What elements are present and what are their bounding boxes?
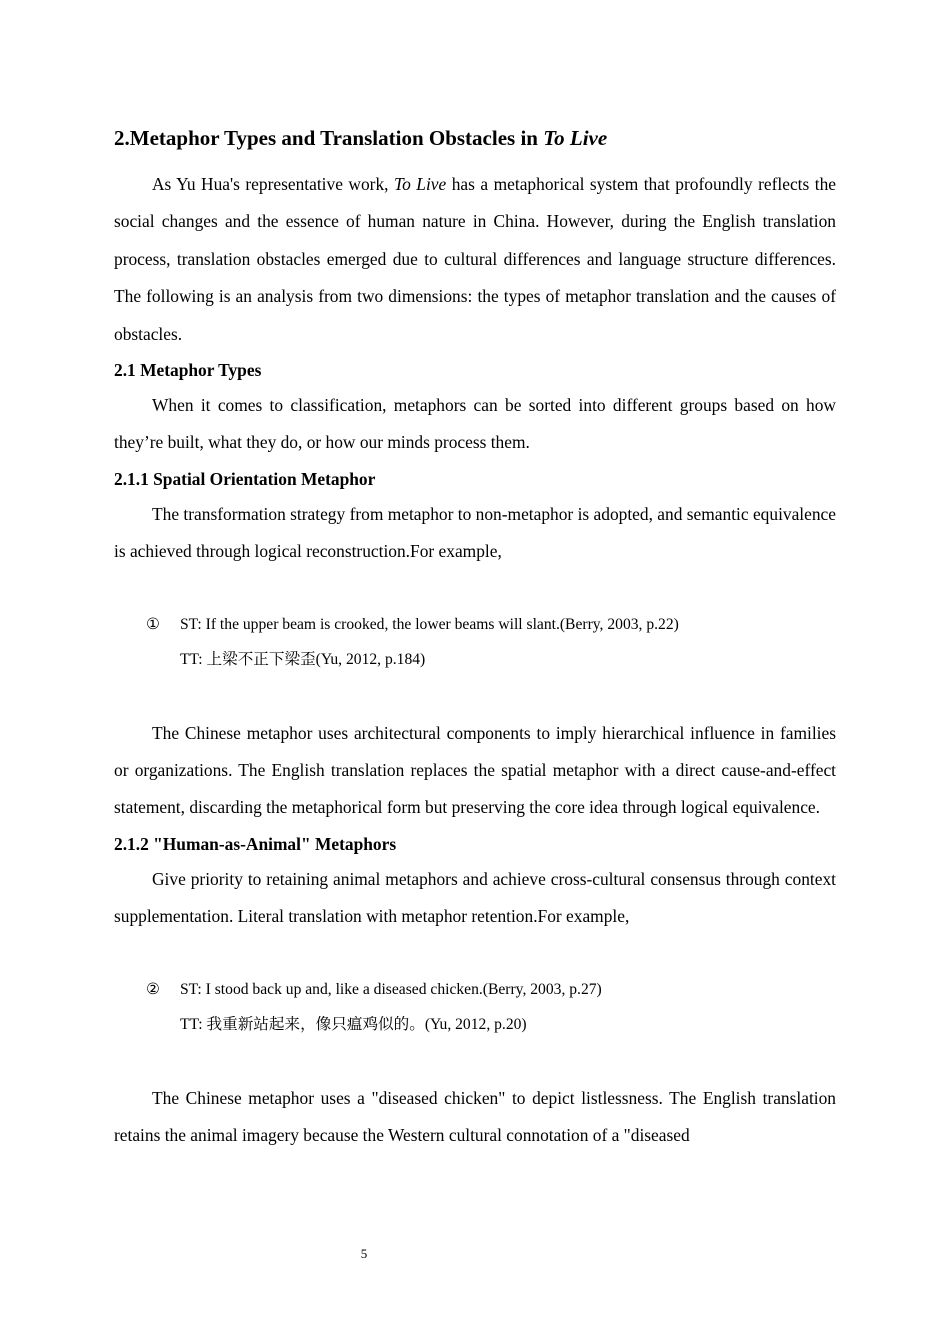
intro-paragraph — [114, 166, 836, 353]
paragraph-2-1: When it comes to classification, metaphors can be sorted into different groups based on how they’re built, what they do, or how our minds process them. — [114, 395, 836, 453]
example-2 — [114, 972, 836, 1042]
heading-text: 2.Metaphor Types and Translation Obstacles in — [114, 126, 544, 150]
intro-text-end: has a metaphorical system that profoundly reflects the social changes and the essence of human nature in China. However, during the English translation process, translation obstacles emerged due to cultural differences and language structure differences. The following is an analysis from two dimensions: the types of metaphor translation and the causes of obstacles. — [114, 174, 837, 344]
analysis-paragraph-2-1-2: The Chinese metaphor uses a "diseased chicken" to depict listlessness. The English translation retains the animal imagery because the Western cultural connotation of a "diseased — [114, 1087, 836, 1146]
analysis-paragraph-2-1-1: The Chinese metaphor uses architectural components to imply hierarchical influence in families or organizations. The English translation replaces the spatial metaphor with a direct cause-and-effect statement, discarding the metaphorical form but preserving the core idea through logical equivalence. — [114, 722, 836, 818]
example-target-text: TT: 我重新站起来，像只瘟鸡似的。(Yu, 2012, p.20) — [180, 1015, 527, 1033]
section-heading — [114, 122, 836, 154]
paragraph-2-1-1: The transformation strategy from metaphor to non-metaphor is adopted, and semantic equivalence is achieved through logical reconstruction.For example, — [114, 503, 836, 562]
subsection-heading-2-1: 2.1 Metaphor Types — [114, 360, 262, 381]
intro-text-start: As Yu Hua's representative work, — [152, 174, 395, 194]
example-source-text: ST: I stood back up and, like a diseased chicken.(Berry, 2003, p.27) — [180, 980, 602, 998]
heading-italic-title: To Live — [543, 126, 608, 150]
subsection-heading-2-1-1: 2.1.1 Spatial Orientation Metaphor — [114, 468, 376, 489]
intro-italic-title: To Live — [394, 174, 447, 194]
example-marker: ① — [146, 615, 160, 633]
page-content — [114, 122, 836, 1155]
example-target-text: TT: 上梁不正下梁歪(Yu, 2012, p.184) — [180, 650, 426, 668]
subsection-heading-2-1-2: 2.1.2 "Human-as-Animal" Metaphors — [114, 833, 397, 854]
example-1 — [114, 607, 836, 677]
page-number: 5 — [360, 1246, 368, 1261]
example-source-text: ST: If the upper beam is crooked, the lower beams will slant.(Berry, 2003, p.22) — [180, 615, 679, 633]
example-marker: ② — [146, 980, 160, 998]
paragraph-2-1-2: Give priority to retaining animal metaphors and achieve cross-cultural consensus through context supplementation. Literal translation with metaphor retention.For example, — [114, 868, 836, 927]
